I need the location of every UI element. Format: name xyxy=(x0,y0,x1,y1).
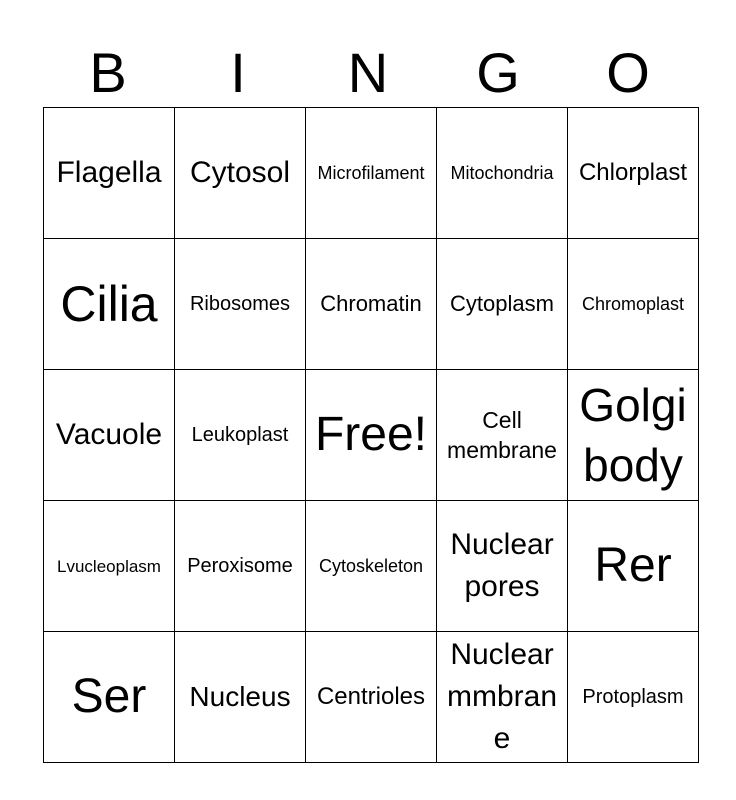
header-letter-g: G xyxy=(476,41,520,104)
board-row xyxy=(44,108,699,239)
bingo-cell xyxy=(437,108,568,239)
cell-label: Chromatin xyxy=(320,291,422,316)
bingo-cell xyxy=(175,370,306,501)
bingo-cell xyxy=(44,239,175,370)
bingo-cell xyxy=(437,239,568,370)
board-row xyxy=(44,632,699,763)
cell-label: Mitochondria xyxy=(450,163,554,183)
cell-label: Protoplasm xyxy=(582,686,684,708)
cell-label: Peroxisome xyxy=(187,555,293,577)
bingo-cell xyxy=(568,632,699,763)
bingo-cell xyxy=(175,108,306,239)
cell-label: Ribosomes xyxy=(189,293,291,315)
cell-label: Vacuole xyxy=(55,418,163,451)
board-row xyxy=(44,370,699,501)
bingo-cell xyxy=(175,239,306,370)
cell-label: Cell membrane xyxy=(447,407,557,463)
bingo-cell xyxy=(306,632,437,763)
bingo-board xyxy=(43,107,699,763)
cell-label: Golgi body xyxy=(579,379,687,491)
free-space-cell xyxy=(306,370,437,501)
bingo-cell xyxy=(306,108,437,239)
cell-label: Flagella xyxy=(56,156,162,189)
bingo-cell xyxy=(437,370,568,501)
bingo-cell xyxy=(568,501,699,632)
cell-label: Cilia xyxy=(60,276,158,332)
cell-label: Nuclear mmbrane xyxy=(446,638,558,755)
header-letter-i: I xyxy=(230,41,246,104)
bingo-cell xyxy=(175,632,306,763)
bingo-cell xyxy=(175,501,306,632)
cell-label: Microfilament xyxy=(317,163,425,183)
cell-label: Nucleus xyxy=(189,681,291,712)
cell-label: Cytoplasm xyxy=(450,291,554,316)
bingo-cell xyxy=(306,501,437,632)
bingo-cell xyxy=(44,108,175,239)
cell-label: Chromoplast xyxy=(581,294,685,314)
cell-label: Cytosol xyxy=(189,156,291,189)
cell-label: Centrioles xyxy=(316,683,426,710)
cell-label: Cytoskeleton xyxy=(318,556,424,576)
bingo-cell xyxy=(568,239,699,370)
bingo-header xyxy=(43,40,693,106)
cell-label: Ser xyxy=(71,670,147,723)
bingo-cell xyxy=(568,108,699,239)
bingo-cell xyxy=(306,239,437,370)
bingo-cell xyxy=(44,370,175,501)
cell-label: Lvucleoplasm xyxy=(57,556,161,576)
bingo-cell xyxy=(44,632,175,763)
free-space-label: Free! xyxy=(314,408,428,461)
board-row xyxy=(44,501,699,632)
cell-label: Rer xyxy=(594,539,672,592)
header-letter-b: B xyxy=(89,41,127,104)
bingo-cell xyxy=(44,501,175,632)
cell-label: Chlorplast xyxy=(578,159,688,186)
bingo-cell xyxy=(437,501,568,632)
bingo-cell xyxy=(568,370,699,501)
bingo-cell xyxy=(437,632,568,763)
header-letter-n: N xyxy=(347,41,389,104)
cell-label: Leukoplast xyxy=(191,424,289,446)
cell-label: Nuclear pores xyxy=(450,528,554,603)
board-row xyxy=(44,239,699,370)
header-letter-o: O xyxy=(606,41,650,104)
